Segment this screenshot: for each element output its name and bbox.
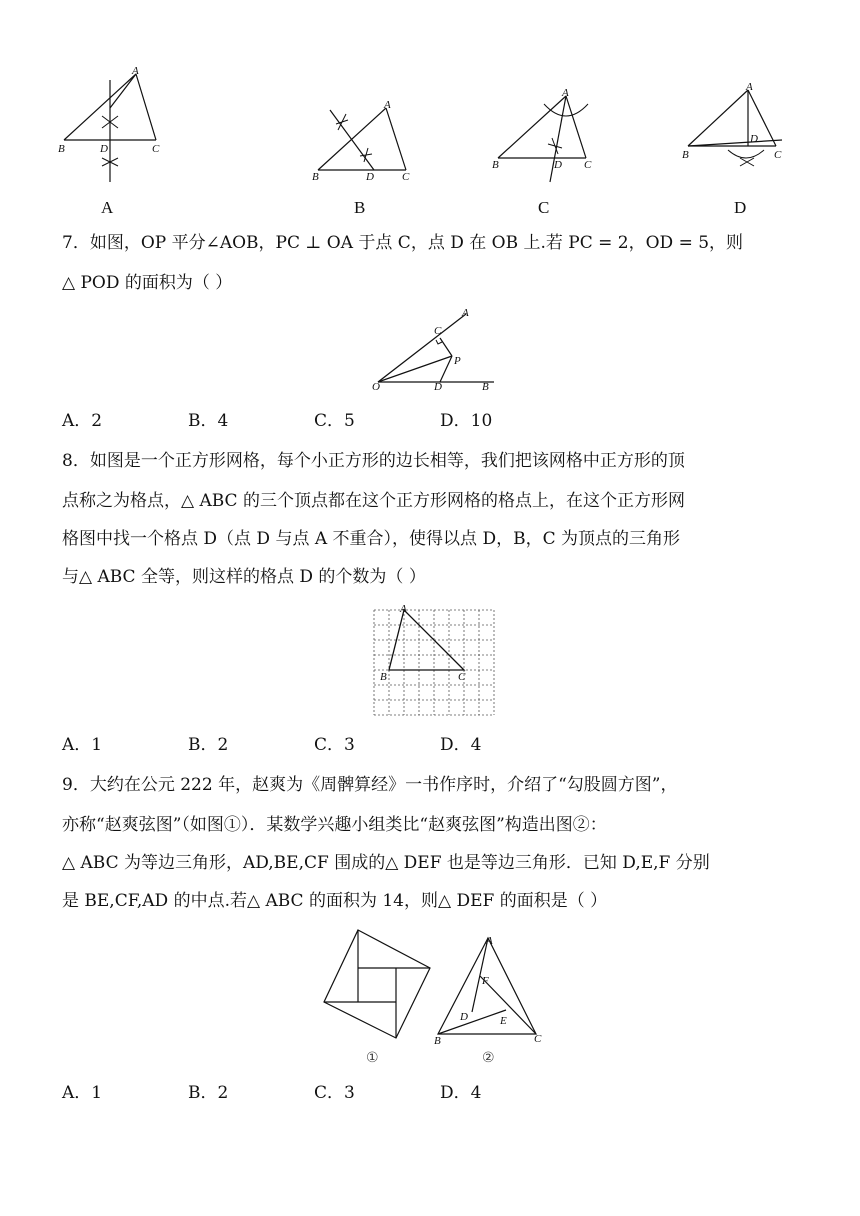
svg-text:A: A (562, 87, 569, 99)
q8-line-1: 8．如图是一个正方形网格，每个小正方形的边长相等，我们把该网格中正方形的顶 (62, 451, 685, 471)
svg-text:B: B (682, 149, 689, 161)
svg-text:D: D (100, 143, 108, 155)
q8-option-c[interactable]: C．3 (314, 735, 355, 755)
svg-text:D: D (366, 171, 374, 183)
q9-line-1: 9．大约在公元 222 年，赵爽为《周髀算经》一书作序时，介绍了“勾股圆方图”， (62, 775, 678, 795)
svg-text:C: C (534, 1033, 542, 1045)
svg-text:C: C (584, 159, 592, 171)
q9-line-2: 亦称“赵爽弦图”（如图①）．某数学兴趣小组类比“赵爽弦图”构造出图②： (62, 815, 607, 835)
svg-text:B: B (482, 381, 489, 393)
svg-text:A: A (462, 307, 469, 319)
q7-line-1: 7．如图，OP 平分∠AOB，PC ⊥ OA 于点 C，点 D 在 OB 上.若 PC = 2，OD = 5，则 (62, 233, 744, 253)
svg-text:D: D (554, 159, 562, 171)
svg-text:B: B (434, 1035, 441, 1047)
q7-option-a[interactable]: A．2 (62, 411, 103, 431)
svg-text:C: C (152, 143, 160, 155)
svg-text:A: A (746, 81, 753, 93)
q7-angle-figure (368, 306, 508, 396)
q7-option-b[interactable]: B．4 (188, 411, 229, 431)
figure-option-d (680, 81, 790, 184)
svg-text:C: C (434, 325, 442, 337)
zhao-shuang-figure (316, 926, 440, 1046)
figure-option-c (490, 86, 600, 186)
svg-text:C: C (458, 671, 466, 683)
q8-line-4: 与△ ABC 全等，则这样的格点 D 的个数为（ ） (62, 567, 426, 587)
q9-line-4: 是 BE,CF,AD 的中点.若△ ABC 的面积为 14，则△ DEF 的面积是（ ） (62, 891, 608, 911)
q8-option-b[interactable]: B．2 (188, 735, 229, 755)
svg-text:D: D (434, 381, 442, 393)
svg-text:A: A (486, 935, 493, 947)
q9-option-d[interactable]: D．4 (440, 1083, 482, 1103)
figure-option-a (58, 66, 168, 186)
svg-text:B: B (58, 143, 65, 155)
svg-text:E: E (500, 1015, 507, 1027)
figure-label-c: C (538, 198, 550, 217)
q9-line-3: △ ABC 为等边三角形，AD,BE,CF 围成的△ DEF 也是等边三角形．已知 D,E,F 分别 (62, 853, 710, 873)
svg-text:P: P (454, 355, 461, 367)
svg-text:B: B (312, 171, 319, 183)
q9-option-c[interactable]: C．3 (314, 1083, 355, 1103)
svg-text:F: F (482, 975, 489, 987)
q8-line-2: 点称之为格点，△ ABC 的三个顶点都在这个正方形网格的格点上，在这个正方形网 (62, 491, 685, 511)
figure-label-a: A (101, 198, 114, 217)
figure-label-d: D (734, 198, 747, 217)
q8-grid-figure (370, 603, 500, 722)
svg-text:B: B (380, 671, 387, 683)
figure-caption-2: ② (482, 1050, 495, 1066)
svg-text:O: O (372, 381, 380, 393)
figure-option-b (312, 98, 422, 188)
svg-text:C: C (402, 171, 410, 183)
svg-text:D: D (460, 1011, 468, 1023)
figure-label-b: B (354, 198, 366, 217)
equilateral-figure (430, 930, 550, 1050)
svg-text:A: A (384, 99, 391, 111)
figure-caption-1: ① (366, 1050, 379, 1066)
svg-text:A: A (132, 65, 139, 77)
q8-option-a[interactable]: A．1 (62, 735, 103, 755)
svg-text:A: A (400, 603, 407, 615)
svg-text:C: C (774, 149, 782, 161)
q9-option-a[interactable]: A．1 (62, 1083, 103, 1103)
svg-text:B: B (492, 159, 499, 171)
svg-text:D: D (750, 133, 758, 145)
q9-option-b[interactable]: B．2 (188, 1083, 229, 1103)
q7-option-c[interactable]: C．5 (314, 411, 355, 431)
q8-option-d[interactable]: D．4 (440, 735, 482, 755)
q7-option-d[interactable]: D．10 (440, 411, 493, 431)
q7-line-2: △ POD 的面积为（ ） (62, 273, 233, 293)
q8-line-3: 格图中找一个格点 D（点 D 与点 A 不重合），使得以点 D，B，C 为顶点的三角形 (62, 529, 680, 549)
